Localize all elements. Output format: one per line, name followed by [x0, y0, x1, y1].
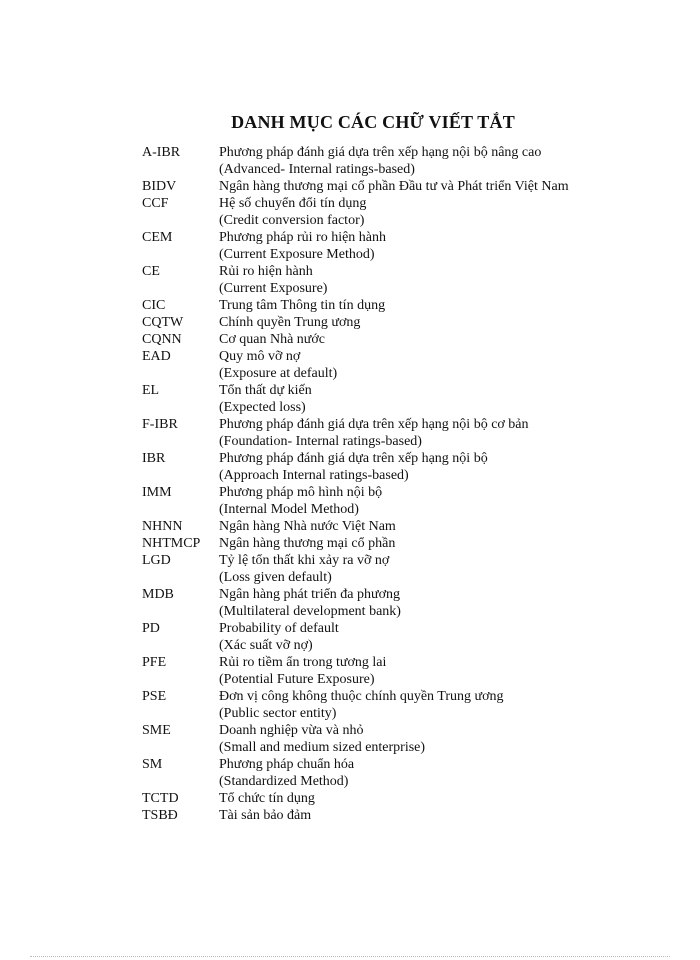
abbreviation-term: NHNN: [142, 519, 183, 534]
abbreviation-term: F-IBR: [142, 417, 178, 432]
abbreviation-definition: [219, 314, 662, 331]
definition-line: (Standardized Method): [219, 774, 349, 789]
abbreviation-definition: [219, 807, 662, 824]
definition-line: (Public sector entity): [219, 706, 337, 721]
abbreviation-term: CIC: [142, 298, 166, 313]
definition-line: (Xác suất vỡ nợ): [219, 638, 313, 653]
definition-line: (Exposure at default): [219, 366, 338, 381]
abbreviation-term: TCTD: [142, 791, 179, 806]
abbreviation-entry: [142, 331, 662, 348]
abbreviation-term: IMM: [142, 485, 172, 500]
definition-line: Probability of default: [219, 621, 339, 636]
abbreviation-definition: [219, 722, 662, 756]
abbreviation-definition: [219, 586, 662, 620]
abbreviation-entry: [142, 756, 662, 790]
definition-line: Doanh nghiệp vừa và nhỏ: [219, 723, 364, 738]
abbreviation-definition: [219, 484, 662, 518]
definition-line: Rủi ro tiềm ẩn trong tương lai: [219, 655, 387, 670]
abbreviation-entry: [142, 416, 662, 450]
definition-line: Rủi ro hiện hành: [219, 264, 313, 279]
abbreviation-term: SM: [142, 757, 163, 772]
abbreviation-definition: [219, 263, 662, 297]
abbreviation-definition: [219, 195, 662, 229]
definition-line: Tỷ lệ tổn thất khi xảy ra vỡ nợ: [219, 553, 390, 568]
abbreviation-definition: [219, 518, 662, 535]
abbreviation-entry: [142, 229, 662, 263]
definition-line: (Approach Internal ratings-based): [219, 468, 409, 483]
definition-line: (Credit conversion factor): [219, 213, 365, 228]
abbreviation-definition: [219, 620, 662, 654]
definition-line: (Multilateral development bank): [219, 604, 401, 619]
abbreviation-entry: [142, 382, 662, 416]
abbreviation-definition: [219, 331, 662, 348]
definition-line: Tổn thất dự kiến: [219, 383, 312, 398]
abbreviation-entry: [142, 178, 662, 195]
abbreviation-term: PSE: [142, 689, 167, 704]
abbreviation-term: TSBĐ: [142, 808, 178, 823]
page-bottom-divider: [30, 956, 670, 957]
abbreviation-term: EL: [142, 383, 160, 398]
definition-line: Quy mô vỡ nợ: [219, 349, 301, 364]
abbreviation-term: CQTW: [142, 315, 184, 330]
definition-line: Phương pháp đánh giá dựa trên xếp hạng nội bộ nâng cao: [219, 145, 542, 160]
abbreviation-entry: [142, 535, 662, 552]
definition-line: Ngân hàng thương mại cổ phần Đầu tư và Phát triển Việt Nam: [219, 179, 569, 194]
definition-line: (Internal Model Method): [219, 502, 359, 517]
abbreviation-term: IBR: [142, 451, 166, 466]
definition-line: Ngân hàng phát triển đa phương: [219, 587, 401, 602]
abbreviation-entry: [142, 722, 662, 756]
abbreviation-term: SME: [142, 723, 171, 738]
abbreviation-entry: [142, 297, 662, 314]
definition-line: (Current Exposure Method): [219, 247, 375, 262]
definition-line: (Current Exposure): [219, 281, 328, 296]
abbreviation-term: CQNN: [142, 332, 182, 347]
abbreviation-definition: [219, 552, 662, 586]
abbreviation-definition: [219, 178, 662, 195]
abbreviation-term: PFE: [142, 655, 167, 670]
abbreviation-entry: [142, 263, 662, 297]
definition-line: Phương pháp đánh giá dựa trên xếp hạng nội bộ cơ bản: [219, 417, 529, 432]
definition-line: Tài sản bảo đảm: [219, 808, 312, 823]
abbreviation-definition: [219, 790, 662, 807]
definition-line: Phương pháp mô hình nội bộ: [219, 485, 383, 500]
definition-line: Trung tâm Thông tin tín dụng: [219, 298, 386, 313]
abbreviation-term: CE: [142, 264, 160, 279]
abbreviation-entry: [142, 552, 662, 586]
abbreviation-definition: [219, 382, 662, 416]
abbreviation-definition: [219, 416, 662, 450]
abbreviation-definition: [219, 450, 662, 484]
abbreviation-entry: [142, 450, 662, 484]
definition-line: Hệ số chuyển đổi tín dụng: [219, 196, 367, 211]
definition-line: (Small and medium sized enterprise): [219, 740, 426, 755]
abbreviation-entry: [142, 348, 662, 382]
abbreviation-definition: [219, 688, 662, 722]
definition-line: Cơ quan Nhà nước: [219, 332, 325, 347]
abbreviation-term: A-IBR: [142, 145, 181, 160]
abbreviation-term: CEM: [142, 230, 173, 245]
abbreviation-term: NHTMCP: [142, 536, 201, 551]
definition-line: Phương pháp đánh giá dựa trên xếp hạng nội bộ: [219, 451, 488, 466]
abbreviation-term: PD: [142, 621, 160, 636]
definition-line: (Advanced- Internal ratings-based): [219, 162, 415, 177]
abbreviation-term: BIDV: [142, 179, 177, 194]
abbreviation-entry: [142, 314, 662, 331]
abbreviation-definition: [219, 297, 662, 314]
abbreviation-definition: [219, 348, 662, 382]
definition-line: Đơn vị công không thuộc chính quyền Trung ương: [219, 689, 504, 704]
abbreviation-term: LGD: [142, 553, 171, 568]
abbreviation-term: CCF: [142, 196, 169, 211]
abbreviation-entry: [142, 195, 662, 229]
definition-line: Tổ chức tín dụng: [219, 791, 315, 806]
abbreviation-term: EAD: [142, 349, 171, 364]
page-title: DANH MỤC CÁC CHỮ VIẾT TẮT: [231, 112, 515, 132]
abbreviation-list: [142, 144, 662, 824]
abbreviation-definition: [219, 144, 662, 178]
definition-line: (Loss given default): [219, 570, 332, 585]
abbreviation-definition: [219, 229, 662, 263]
abbreviation-entry: [142, 620, 662, 654]
abbreviation-definition: [219, 535, 662, 552]
definition-line: Phương pháp chuẩn hóa: [219, 757, 355, 772]
abbreviation-entry: [142, 144, 662, 178]
definition-line: Phương pháp rủi ro hiện hành: [219, 230, 387, 245]
definition-line: Chính quyền Trung ương: [219, 315, 361, 330]
abbreviation-entry: [142, 484, 662, 518]
abbreviation-definition: [219, 654, 662, 688]
abbreviation-entry: [142, 790, 662, 807]
abbreviation-entry: [142, 654, 662, 688]
definition-line: Ngân hàng thương mại cổ phần: [219, 536, 396, 551]
definition-line: Ngân hàng Nhà nước Việt Nam: [219, 519, 396, 534]
abbreviation-entry: [142, 688, 662, 722]
abbreviation-entry: [142, 586, 662, 620]
definition-line: (Foundation- Internal ratings-based): [219, 434, 422, 449]
abbreviation-entry: [142, 518, 662, 535]
definition-line: (Potential Future Exposure): [219, 672, 375, 687]
definition-line: (Expected loss): [219, 400, 306, 415]
abbreviation-term: MDB: [142, 587, 174, 602]
abbreviation-definition: [219, 756, 662, 790]
abbreviation-entry: [142, 807, 662, 824]
